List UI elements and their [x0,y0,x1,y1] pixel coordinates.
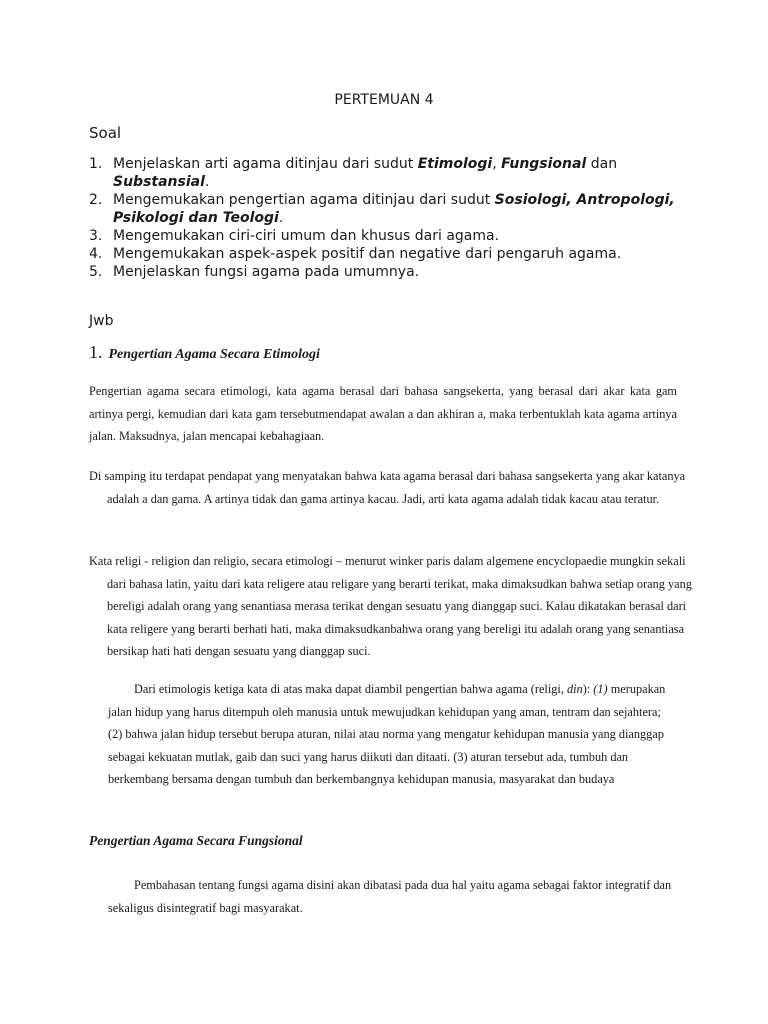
paragraph: Di samping itu terdapat pendapat yang menyatakan bahwa kata agama berasal dari bahasa sangsekerta yang akar katanya adalah a dan gama. A artinya tidak dan gama artinya kacau. Jadi, arti kata agama adalah tidak kacau atau teratur. [89,469,686,506]
question-text: Mengemukakan aspek-aspek positif dan negative dari pengaruh agama. [113,246,622,262]
question-text: . [278,210,284,226]
question-item [89,191,689,227]
paragraph: Kata religi - religion dan religio, secara etimologi – menurut winker paris dalam algemene encyclopaedie mungkin sekali dari bahasa latin, yaitu dari kata religere atau religare yang berarti terikat, maka dimaksudkan bahwa setiap orang yang bereligi adalah orang yang senantiasa merasa terikat dengan sesuatu yang dianggap suci. Kalau dikatakan berasal dari kata religere yang berarti berhati hati, maka dimaksudkanbahwa orang yang bereligi itu adalah orang yang senantiasa bersikap hati hati dengan sesuatu yang dianggap suci. [89,554,692,658]
paragraph-emphasis: din [566,682,583,696]
question-emphasis: Substansial [113,174,205,190]
question-emphasis: Fungsional [501,156,587,172]
question-item [89,263,689,281]
question-number: 2. [89,192,103,208]
question-number: 3. [89,228,103,244]
question-text: , [492,156,502,172]
question-item [89,155,689,191]
question-number: 1. [89,156,103,172]
paragraph [108,874,686,919]
question-item [89,245,689,263]
question-text: Menjelaskan fungsi agama pada umumnya. [113,264,420,280]
question-text: Mengemukakan ciri-ciri umum dan khusus dari agama. [113,228,500,244]
question-text: . [204,174,210,190]
question-item [89,227,689,245]
soal-heading: Soal [89,124,122,142]
question-list [89,155,689,281]
question-text: dan [586,156,618,172]
question-emphasis: Sosiologi, Antropologi, Psikologi dan Teologi [113,192,675,226]
paragraph-text: Pembahasan tentang fungsi agama disini akan dibatasi pada dua hal yaitu agama sebagai faktor integratif dan sekaligus disintegratif bagi masyarakat. [108,878,672,915]
jwb-heading: Jwb [89,313,114,329]
paragraph-text: merupakan jalan hidup yang harus ditempuh oleh manusia untuk mewujudkan kehidupan yang aman, tentram dan sejahtera; (2) bahwa jalan hidup tersebut berupa aturan, nilai atau norma yang mengatur kehidupan manusia yang dianggap sebagai kekuatan mutlak, gaib dan suci yang harus diikuti dan ditaati. (3) aturan tersebut ada, tumbuh dan berkembang bersama dengan tumbuh dan berkembangnya kehidupan manusia, masyarakat dan budaya [108,682,666,786]
question-emphasis: Etimologi [417,156,493,172]
question-text: Mengemukakan pengertian agama ditinjau dari sudut [113,192,495,208]
paragraph: Pengertian agama secara etimologi, kata agama berasal dari bahasa sangsekerta, yang berasal dari akar kata gam artinya pergi, kemudian dari kata gam tersebutmendapat awalan a dan akhiran a, maka terbentuklah kata agama artinya jalan. Maksudnya, jalan mencapai kebahagiaan. [89,384,677,443]
question-number: 5. [89,264,103,280]
section-heading-etimologi [89,342,320,363]
section-title: Pengertian Agama Secara Etimologi [108,347,320,362]
paragraph-emphasis: (1) [593,682,608,696]
question-number: 4. [89,246,103,262]
section-heading-fungsional: Pengertian Agama Secara Fungsional [89,833,303,848]
paragraph [108,678,668,791]
section-number: 1. [89,342,103,362]
paragraph-text: ): [582,682,594,696]
document-title: PERTEMUAN 4 [334,92,434,108]
question-text: Menjelaskan arti agama ditinjau dari sudut [113,156,418,172]
paragraph-text: Dari etimologis ketiga kata di atas maka dapat diambil pengertian bahwa agama (religi, [134,682,567,696]
